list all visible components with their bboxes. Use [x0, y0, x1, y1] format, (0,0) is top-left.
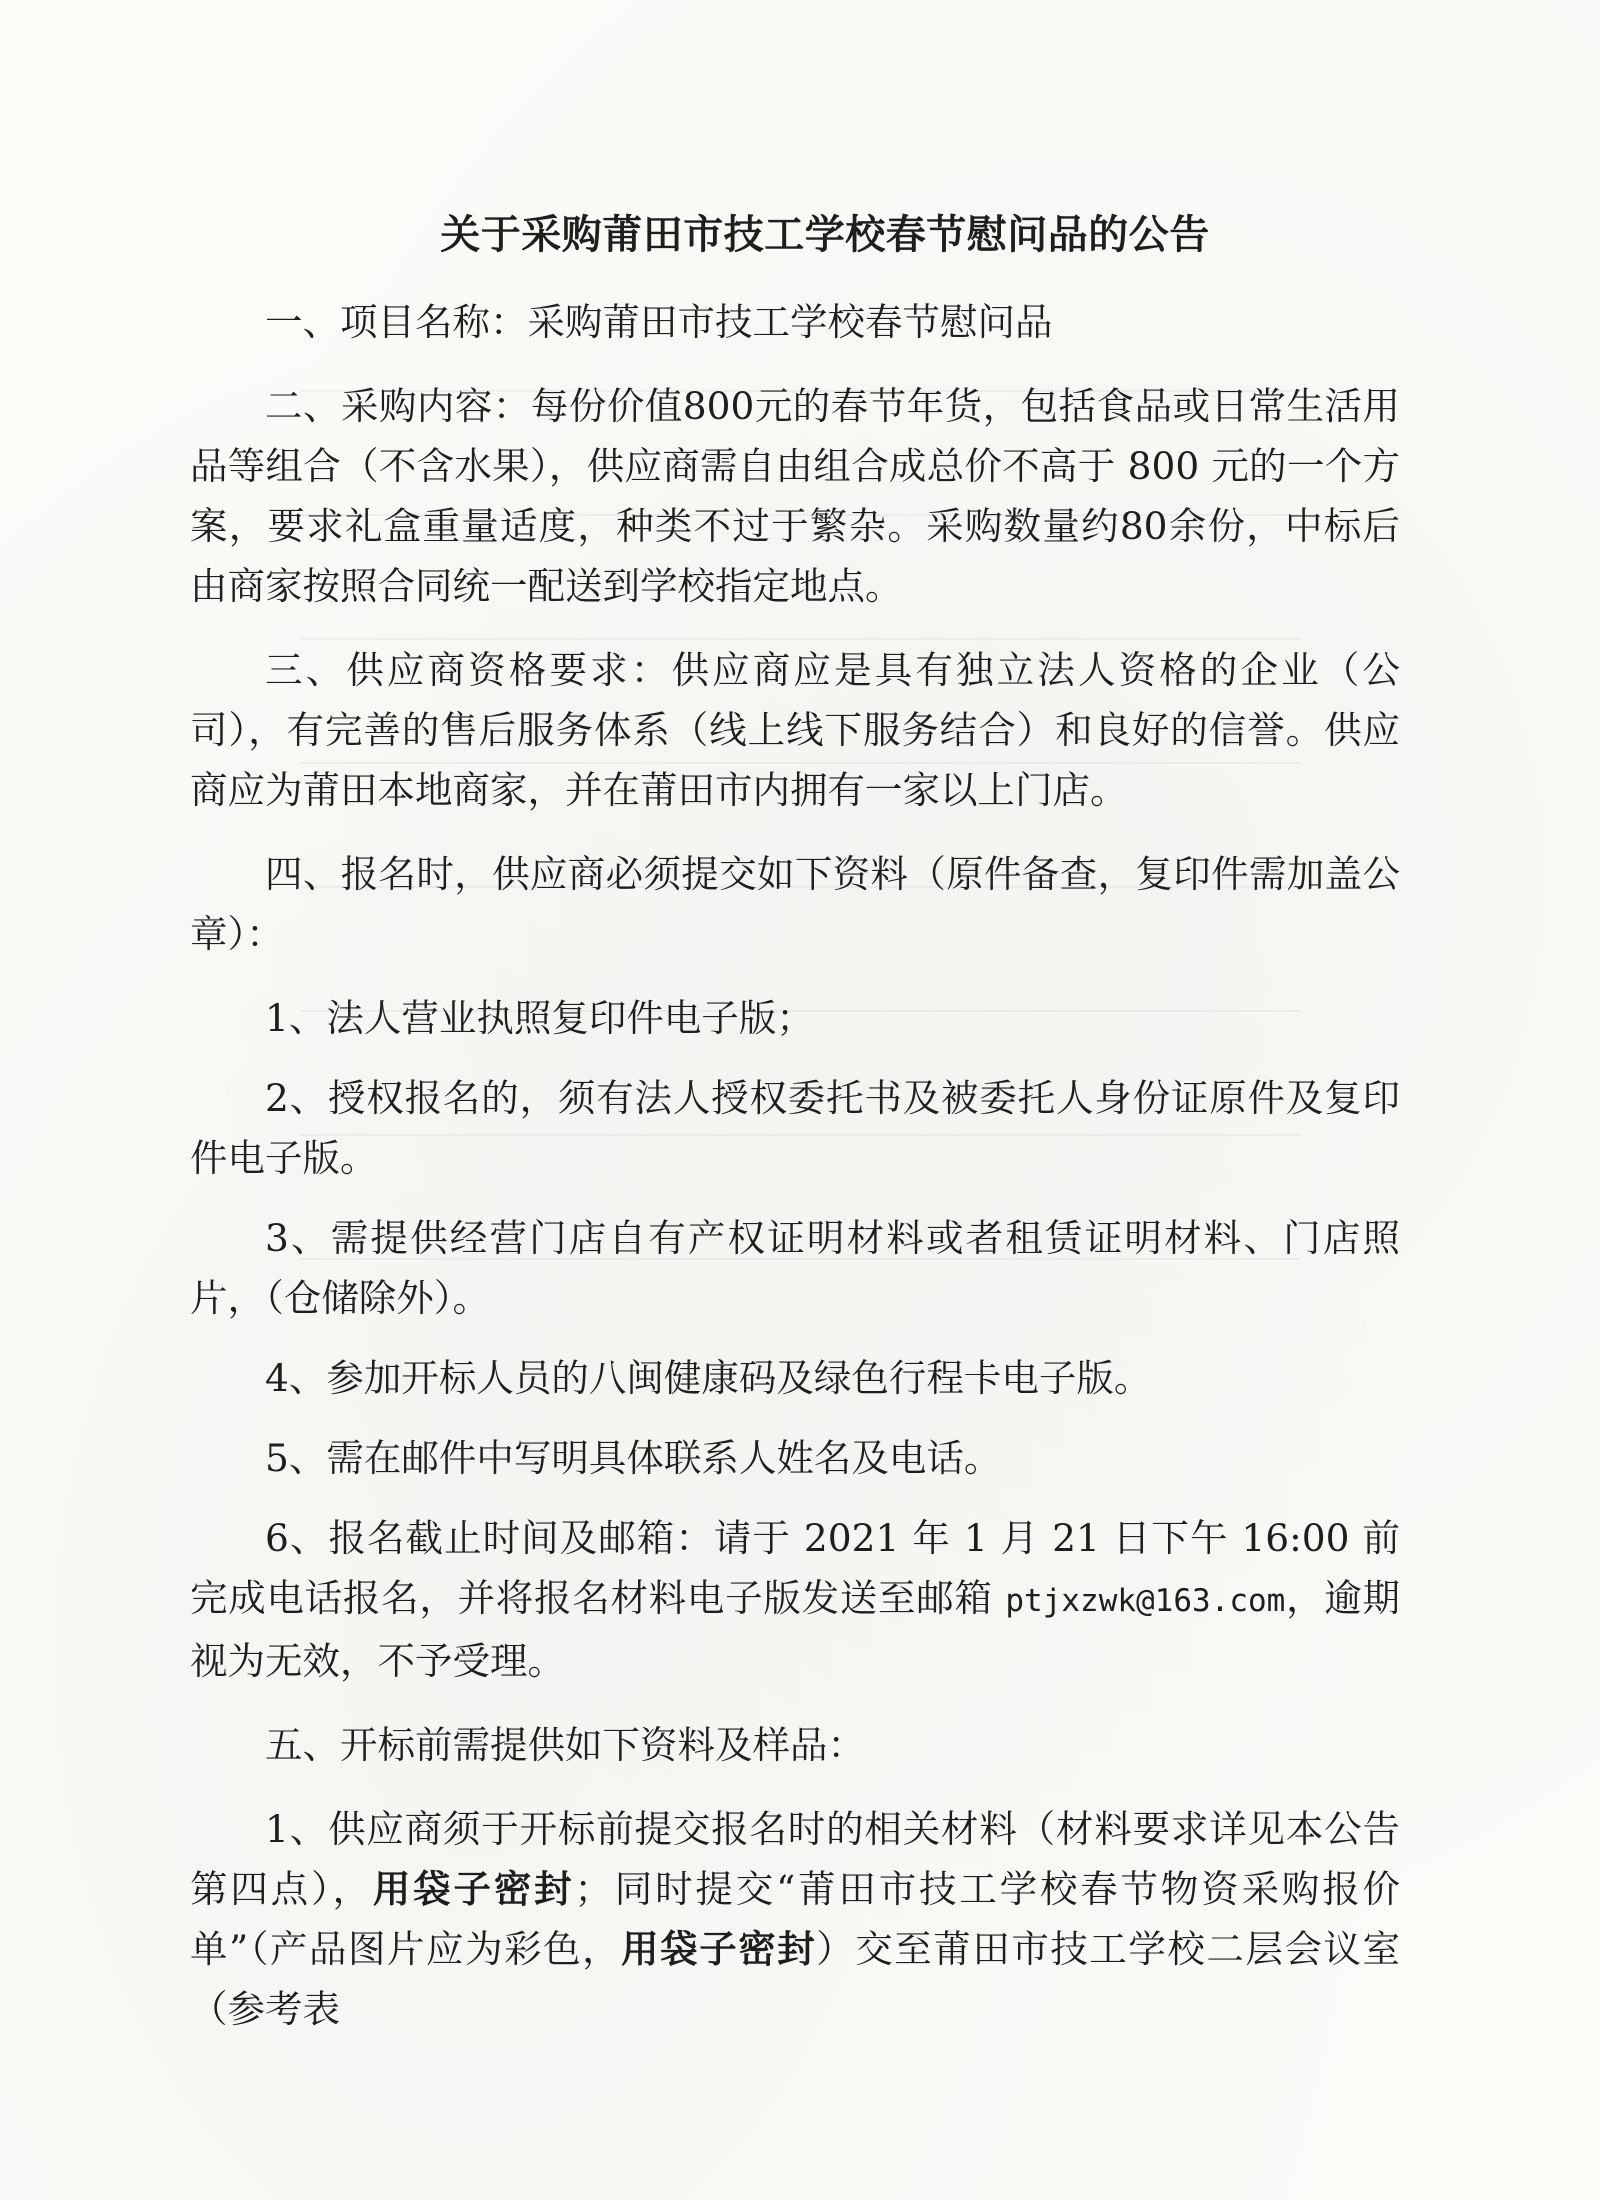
- submission-text-a: 1、供应商须于开标前提交报名时的相关材料（材料要求详见本公告第四点），: [190, 1807, 1400, 1911]
- deadline-text: 6、报名截止时间及邮箱：请于 2021 年 1 月 21 日下午 16:00 前完成电话报名，并将报名材料电子版发送至邮箱: [190, 1516, 1400, 1620]
- item-health-code: 4、参加开标人员的八闽健康码及绿色行程卡电子版。: [265, 1356, 1152, 1400]
- sealed-bag-note-2: 用袋子密封: [621, 1927, 817, 1971]
- submission-text-b: ；同时提交“莆田市技工学校春节物资采购报价单”（产品图片应为彩色，: [190, 1867, 1401, 1971]
- section-procurement-content: 二、采购内容：每份价值800元的春节年货，包括食品或日常生活用品等组合（不含水果），供应商需自由组合成总价不高于 800 元的一个方案，要求礼盒重量适度，种类不过于繁杂。采购数量约80余份，中标后由商家按照合同统一配送到学校指定地点。: [190, 384, 1400, 608]
- item-contact-info: 5、需在邮件中写明具体联系人姓名及电话。: [265, 1436, 1002, 1480]
- item-authorization-letter: 2、授权报名的，须有法人授权委托书及被委托人身份证原件及复印件电子版。: [190, 1076, 1400, 1180]
- registration-email: ptjxzwk@163.com: [1005, 1583, 1286, 1619]
- item-business-license: 1、法人营业执照复印件电子版；: [265, 996, 814, 1040]
- section-project-name: 一、项目名称：采购莆田市技工学校春节慰问品: [265, 300, 1053, 344]
- item-store-property-proof: 3、需提供经营门店自有产权证明材料或者租赁证明材料、门店照片，（仓储除外）。: [190, 1216, 1400, 1320]
- section-pre-bid-materials: 五、开标前需提供如下资料及样品：: [265, 1723, 865, 1767]
- submission-text-c: ）交至莆田市技工学校二层会议室（参考表: [190, 1927, 1401, 2031]
- notice-title: 关于采购莆田市技工学校春节慰问品的公告: [440, 212, 1210, 258]
- section-supplier-qualification: 三、供应商资格要求：供应商应是具有独立法人资格的企业（公司），有完善的售后服务体系（线上线下服务结合）和良好的信誉。供应商应为莆田本地商家，并在莆田市内拥有一家以上门店。: [190, 648, 1400, 812]
- item-sealed-submission: [190, 1799, 1400, 2039]
- deadline-text-end: ，逾期视为无效，不予受理。: [190, 1576, 1401, 1683]
- notice-body: [190, 200, 1400, 2063]
- sealed-bag-note-1: 用袋子密封: [372, 1867, 575, 1911]
- section-registration-materials: 四、报名时，供应商必须提交如下资料（原件备查，复印件需加盖公章）：: [190, 852, 1400, 956]
- item-registration-deadline: [190, 1508, 1400, 1691]
